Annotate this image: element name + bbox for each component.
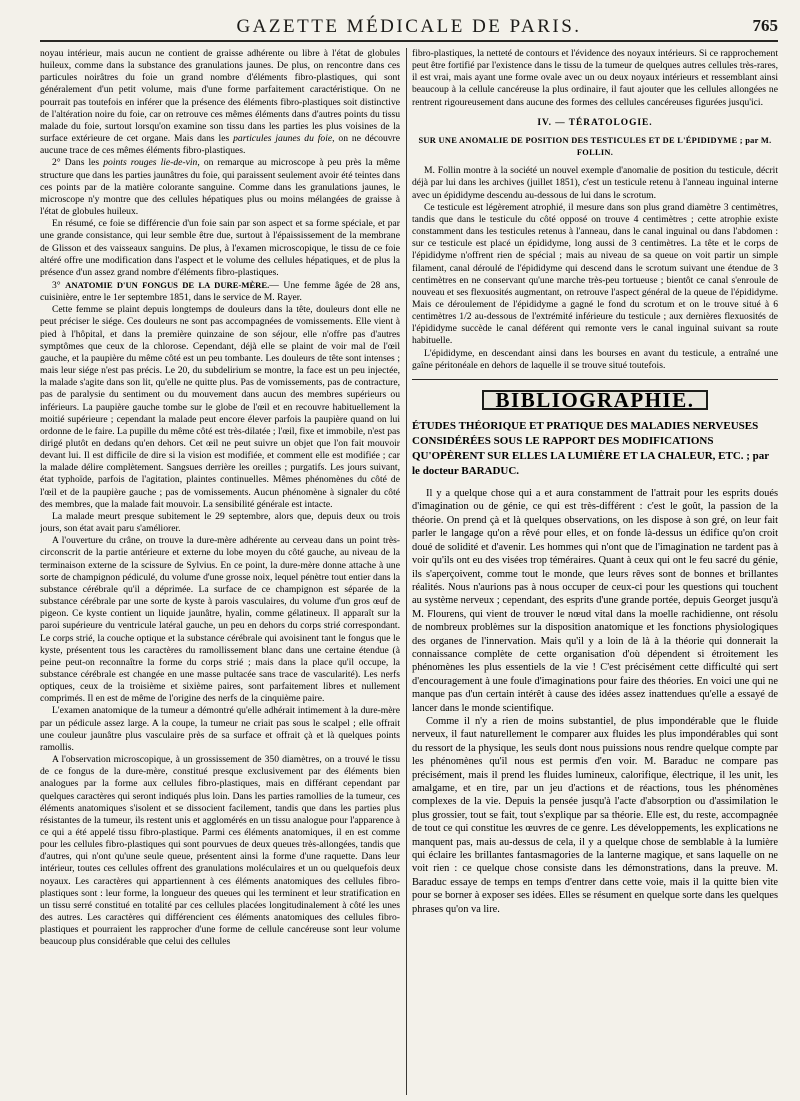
section-subtitle: SUR UNE ANOMALIE DE POSITION DES TESTICULES ET DE L'ÉPIDIDYME ; par M. FOLLIN. bbox=[418, 135, 772, 158]
paragraph: 2° Dans les points rouges lie-de-vin, on remarque au microscope à peu près la même structure que dans les parties jaunâtres du foie, qui paraissent seulement avoir été teintes dans ces points par de la matière colorante sanguine. Comme dans les granulations jaunes, le microscope n'y montre que des cellules hépatiques plus ou moins mélangées de graisse à l'état de globules huileux. bbox=[40, 157, 400, 218]
bibliography-heading: BIBLIOGRAPHIE. bbox=[482, 390, 709, 410]
paragraph: noyau intérieur, mais aucun ne contient de graisse adhérente ou libre à l'état de globules huileux, comme dans la substance des granulations jaunes. De plus, on rencontre dans ces particules noirâtres du foie un grand nombre d'éléments fibro-plastiques, qui sont généralement d'un petit volume, mais d'une forme parfaitement caractéristique. On ne pourrait pas toutefois en inférer que la présence des éléments fibro-plastiques soit distinctive de l'altération noire du foie, car on retrouve ces mêmes éléments dans d'autres points du tissu malade du foie, surtout lorsqu'on examine son tissu dans les parties les plus voisines de la surface extérieure de cet organe. Mais dans les particules jaunes du foie, on ne découvre aucune trace de ces mêmes éléments fibro-plastiques. bbox=[40, 48, 400, 157]
paragraph: L'épididyme, en descendant ainsi dans les bourses en avant du testicule, a entraîné une gaîne péritonéale en dehors de laquelle il se trouve situé toutefois. bbox=[412, 347, 778, 371]
left-column bbox=[40, 48, 400, 1095]
divider bbox=[412, 379, 778, 380]
paragraph: Il y a quelque chose qui a et aura constamment de l'attrait pour les esprits doués d'imagination ou de génie, ce qui est très-différent : c'est le goût, la passion de la théorie. On prend çà et là quelques observations, on les dispose à son gré, on leur fait parler le langage qu'on a rêvé pour elles, et on fonde là-dessus un édifice qu'on croit doué de solidité et d'avenir. Les hommes qui n'ont que de l'imagination ne tardent pas à voir qu'ils ont eu des visées trop téméraires. Quant à ceux qui ont le feu sacré du génie, ils s'aperçoivent, comme tout le monde, que leurs rêves sont de bonnes et brillantes réalités. Nous n'aurions pas à nous occuper de ceux-ci pour les questions qui touchent au système nerveux ; cependant, des esprits d'une grande portée, depuis Georget jusqu'à M. Flourens, qui vient de trouver le nœud vital dans la moelle rachidienne, ont résolu de nombreux problèmes sur la disposition anatomique et les fonctions physiologiques des organes de l'innervation. Mais qu'il y a loin de là à la théorie qui donnerait la connaissance complète de cette organisation d'où dépendent si étroitement les phénomènes les plus essentiels de la vie ! C'est précisément cette difficulté qui sert d'encouragement à une foule d'imaginations pour faire des théories. En voici une qui ne manque pas d'un certain intérêt à cause des idées assez inattendues qu'elle a essayé de lancer dans le monde scientifique. bbox=[412, 488, 778, 714]
paragraph: A l'observation microscopique, à un grossissement de 350 diamètres, on a trouvé le tissu de ce fongus de la dure-mère, constitué presque exclusivement par des éléments bien analogues par la forme aux cellules fibro-plastiques, mais en différant cependant par quelques caractères qui seront indiqués plus loin. Dans les parties ramollies de la tumeur, ces éléments anatomiques s'isolent et se dissocient facilement, tandis que dans les parties plus résistantes de la tumeur, ils restent unis et agglomérés en un tissu analogue pour l'apparence à ce qui a été appelé tissu fibro-plastique. Parmi ces éléments anatomiques, il en est comme pour les cellules fibro-plastiques qui sont pourvues de deux queues très-allongées, tandis que d'autres, qui n'ont qu'une seule queue, présentent ainsi la forme d'une raquette. Dans leur intérieur, toutes ces cellules offrent des granulations moléculaires et un ou quelquefois deux noyaux. Les caractères qui appartiennent à ces éléments anatomiques des cellules fibro-plastiques sont : leur forme, la longueur des queues qui les terminent et leur stratification en un tissu serré constitué en totalité par ces cellules placées longitudinalement à côté les unes des autres. Les caractères qui différencient ces éléments anatomiques des cellules fibro-plastiques et pourraient les rapprocher d'une forme de cellule cancéreuse sont leur volume beaucoup plus considérable que celui des cellules bbox=[40, 754, 400, 948]
paragraph: L'examen anatomique de la tumeur a démontré qu'elle adhérait intimement à la dure-mère par un pédicule assez large. A la coupe, la tumeur ne criait pas sous le scalpel ; elle offrait une couleur jaunâtre plus vasculaire près de sa surface et offrait çà et là quelques points ramollis. bbox=[40, 705, 400, 753]
page-number: 765 bbox=[752, 16, 778, 35]
paragraph: Comme il n'y a rien de moins substantiel, de plus impondérable que le fluide nerveux, il faut naturellement le comparer aux fluides les plus impondérables qui sont du ressort de la physique, les seuls dont nous puissions nous rendre quelque compte par les phénomènes qu'il nous est permis d'en voir. M. Baraduc ne compare pas précisément, mais il prend les fluides lumineux, calorifique, électrique, il les unit, les amalgame, et en tire, par un jeu d'actions et de réactions, tous les phénomènes complexes de la vie. Depuis la pensée jusqu'à l'acte d'absorption ou d'assimilation le plus grossier, tout se fait, tout s'explique par sa théorie. Elle est, du reste, accompagnée de tout ce qui constitue les œuvres de ce genre. Les développements, les explications ne manquent pas, mais au-dessus de cela, il y a quelque chose de semblable à la lumière qui éclaire les brillantes fantasmagories de la lanterne magique, et sans laquelle on ne voit rien : ce quelque chose consiste dans les démonstrations, dans la preuve. M. Baraduc essaye de temps en temps d'entrer dans cette voie, mais il la quitte bien vite pour se borner à exposer ses idées. Elles se résument en quelque sorte dans les quelques phrases qu'on va lire. bbox=[412, 715, 778, 915]
paragraph: Ce testicule est légèrement atrophié, il mesure dans son plus grand diamètre 3 centimètres, tandis que dans le testicule du côté opposé on trouve 4 centimètres ; cette atrophie existe constamment dans les testicules retenus à l'anneau, dans le canal inguinal ou dans l'abdomen : sur ce testicule est placé un épididyme, long aussi de 3 centimètres. La tête et le corps de l'épididyme n'offrent rien de spécial ; mais au niveau de sa queue on voit partir un simple filament, canal déroulé de l'épididyme qui descend dans le scrotum suivant une étendue de 3 centimètres en ne conservant qu'une marche très-peu tortueuse ; bientôt ce canal s'enroule de nouveau et ses flexuosités augmentant, on retrouve l'aspect général de la queue de l'épididyme. Mais ce déroulement de l'épididyme a gagné le fond du scrotum et on le trouve situé à 6 centimètres 1/2 au-dessous de l'extrémité inférieure du testicule ; aux dernières flexuosités de l'épididyme succède le canal déférent qui remonte vers le canal inguinal suivant sa route habituelle. bbox=[412, 201, 778, 347]
section-heading: IV. — TÉRATOLOGIE. bbox=[537, 117, 653, 128]
book-title: ÉTUDES THÉORIQUE ET PRATIQUE DES MALADIES NERVEUSES CONSIDÉRÉES SOUS LE RAPPORT DES MODIFICATIONS QU'OPÈRENT SUR ELLES LA LUMIÈRE ET LA CHALEUR, ETC. ; par le docteur BARADUC. bbox=[412, 420, 769, 478]
paragraph: La malade meurt presque subitement le 29 septembre, alors que, depuis deux ou trois jours, son état avait paru s'améliorer. bbox=[40, 510, 400, 535]
paragraph: fibro-plastiques, la netteté de contours et l'évidence des noyaux intérieurs. Si ce rapprochement peut être fortifié par l'existence dans le tissu de la tumeur de quelques autres cellules très-rares, il est vrai, mais ayant une forme ovale avec un ou deux noyaux intérieurs et ressemblant ainsi beaucoup à la cellule cancéreuse la plus ordinaire, il faut ajouter que les cellules allongées ne rentrent rigoureusement dans aucune des formes des cellules cancéreuses figurées jusqu'ici. bbox=[412, 48, 778, 108]
paragraph: M. Follin montre à la société un nouvel exemple d'anomalie de position du testicule, décrit déjà par lui dans les archives (juillet 1851), c'est un testicule retenu à l'anneau inguinal interne avec un épididyme descendu au-dessous de lui dans le scrotum. bbox=[412, 165, 778, 201]
paragraph: 3° ANATOMIE D'UN FONGUS DE LA DURE-MÈRE.— Une femme âgée de 28 ans, cuisinière, entre le 1er septembre 1851, dans le service de M. Rayer. bbox=[40, 279, 400, 304]
column-divider bbox=[406, 48, 407, 1095]
paragraph: Cette femme se plaint depuis longtemps de douleurs dans la tête, douleurs dont elle ne peut préciser le siége. Ces douleurs ne sont pas accompagnées de vomissements. Elle vient à pied à l'hôpital, et dans la première quinzaine de son séjour, elle n'offre pas d'autres symptômes que ceux de la chlorose. Cependant, déjà elle se plaint de voir mal de l'œil gauche, et la paupière du même côté est un peu tombante. Les douleurs de tête sont intenses ; mais leur siége n'est pas précis. Le 20, du subdelirium se montre, la face est un peu injectée, la malade s'agite dans son lit, qu'elle ne quitte plus. Pas de vomissements, pas de contracture, pas de paralysie du sentiment ou du mouvement dans aucun des membres supérieurs ou inférieurs. La paupière gauche tombe sur le globe de l'œil et en recouvre habituellement la moitié supérieure ; cependant la malade peut encore élever parfois la paupière quand on lui ordonne de le faire. La pupille du même côté est très-dilatée ; l'œil, fixe et immobile, n'est pas dirigé plutôt en dedans qu'en dehors. Cet œil ne peut suivre un objet que l'on fait mouvoir devant lui. Il est difficile de dire si la vision est modifiée, et comment elle est modifiée ; car la malade délire complètement. Sangsues derrière les oreilles ; purgatifs. Les jours suivant, état typhoïde, parfois de l'agitation, plaintes continuelles. Mêmes phénomènes du côté de l'œil et de la paupière gauche ; pas de vomissements. Aucun phénomène à signaler du côté des membres, que la malade fait mouvoir. La sensibilité générale est intacte. bbox=[40, 304, 400, 510]
paragraph: En résumé, ce foie se différencie d'un foie sain par son aspect et sa forme spéciale, et par une grande consistance, qui leur semble être due, surtout à l'épaississement de la membrane de Glisson et des vaisseaux sanguins. De plus, à l'examen microscopique, le tissu de ce foie altéré offre une modification dans l'aspect et le volume des cellules hépatiques, et de plus la présence d'un assez grand nombre d'éléments fibro-plastiques. bbox=[40, 218, 400, 278]
review-body bbox=[412, 487, 778, 916]
paragraph: A l'ouverture du crâne, on trouve la dure-mère adhérente au cerveau dans un point très-circonscrit de la partie antérieure et externe du lobe moyen du côté gauche, au niveau de la terminaison externe de la scissure de Sylvius. En ce point, la dure-mère donne attache à une sorte de champignon pédiculé, du volume d'une grosse noix, lequel pénètre tout entier dans la substance cérébrale qu'il a déprimée. La surface de ce champignon est séparée de la substance cérébrale par une sorte de kyste à parois vasculaires, du volume d'un gros œuf de pigeon. Ce kyste contient un liquide jaunâtre, hyalin, comme gélatineux. Il apparaît sur la paroi supérieure du ventricule latéral gauche, un peu en dehors du corps strié correspondant. Le corps strié, la couche optique et la substance cérébrale qui avoisinent tant le fongus que le kyste, présentent tous les caractères du ramollissement blanc dans une certaine étendue (à peine peut-on reconnaître la forme du corps strié ; mais dans la place qu'il occupe, la substance cérébrale est changée en une masse pultacée sans trace de vascularité). Les nerfs optiques, ceux de la troisième et sixième paires, sont parfaitement libres et nullement comprimés. Il en est de même de l'origine des nerfs de la cinquième paire. bbox=[40, 535, 400, 705]
page-header bbox=[40, 14, 778, 42]
journal-title: GAZETTE MÉDICALE DE PARIS. bbox=[236, 16, 582, 37]
article-columns bbox=[40, 48, 778, 1095]
right-column bbox=[412, 48, 778, 1095]
bibliography-heading-box bbox=[412, 387, 778, 412]
